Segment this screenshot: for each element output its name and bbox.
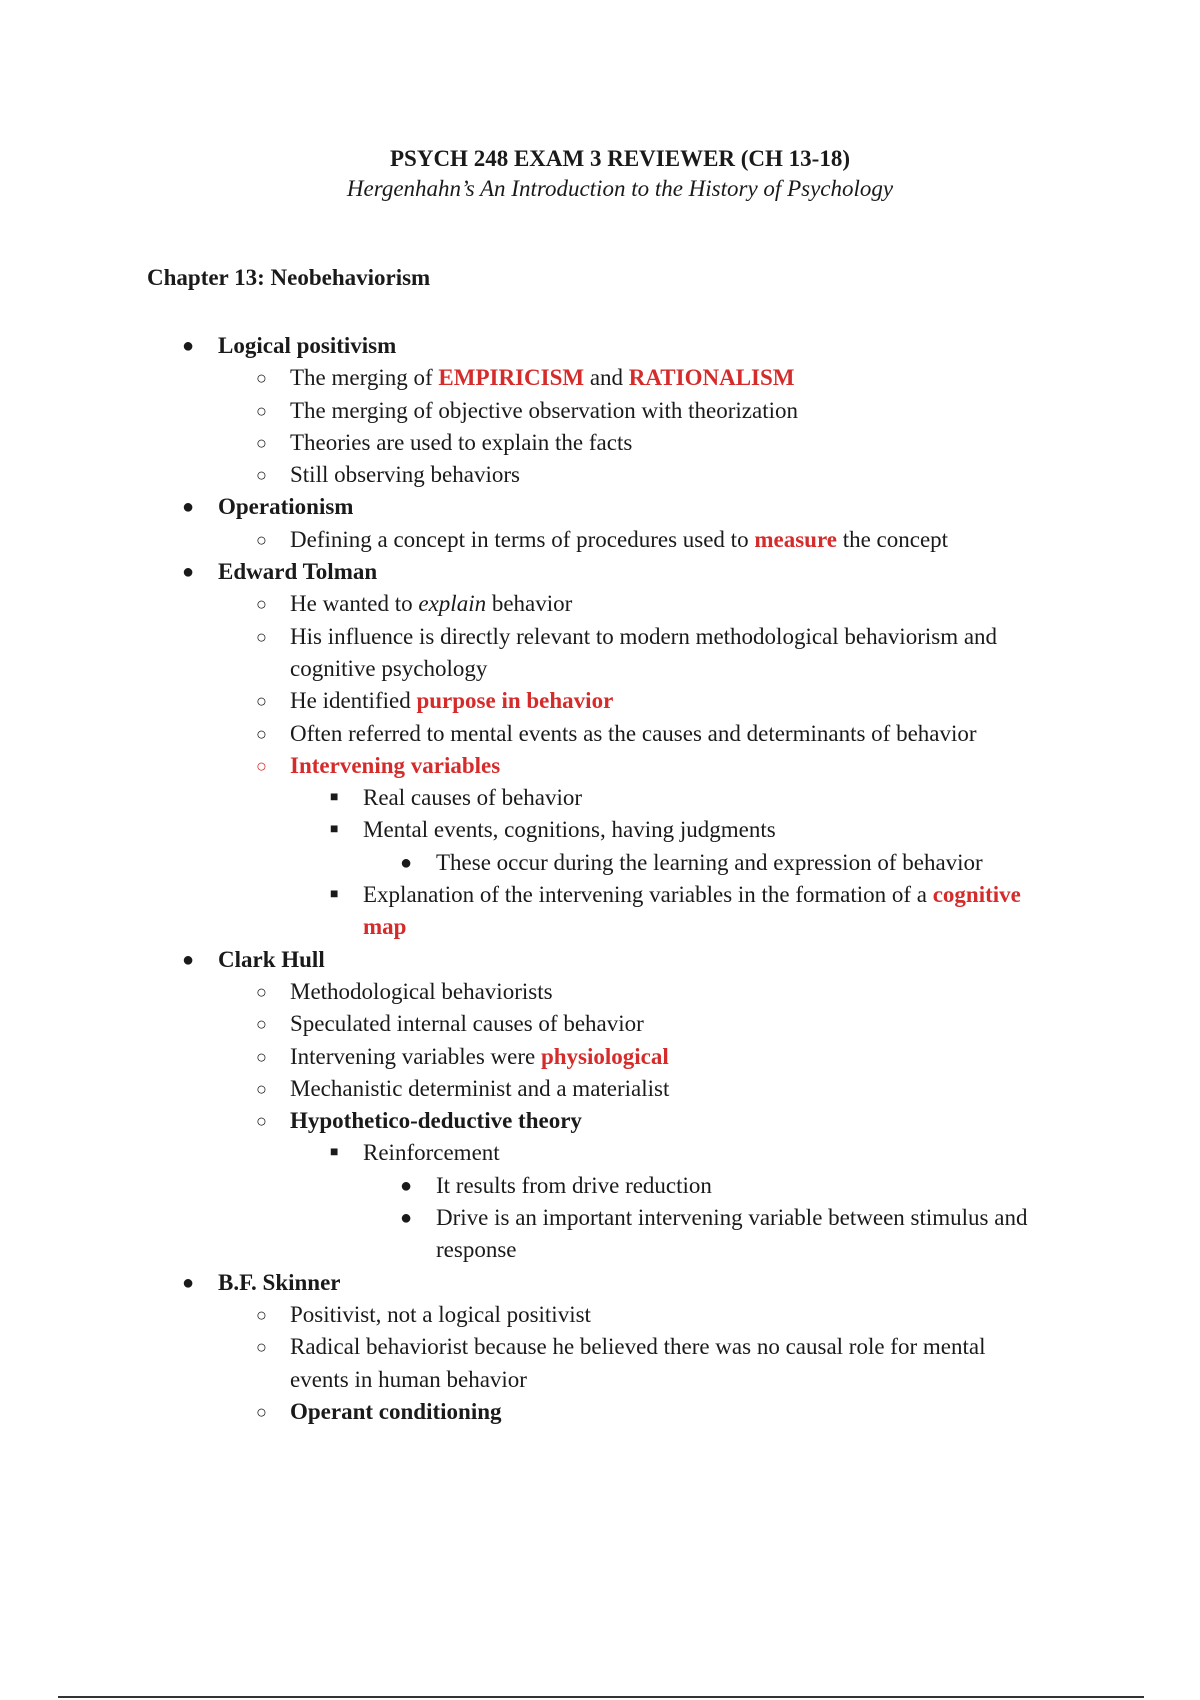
outline-item: [0, 395, 1200, 427]
outline-item: [0, 621, 1200, 653]
outline-item: [0, 1137, 1200, 1169]
bullet-circle-icon: ○: [256, 1046, 267, 1067]
bullet-disc-icon: ●: [182, 496, 195, 519]
outline-text: Drive is an important intervening variable between stimulus and: [436, 1205, 1028, 1231]
outline-text: Explanation of the intervening variables in the formation of a cognitive: [363, 882, 1021, 908]
bullet-disc-icon: ●: [400, 1174, 413, 1197]
outline-item: [0, 330, 1200, 362]
outline-item: [0, 588, 1200, 620]
outline-item: [0, 524, 1200, 556]
outline-item: [0, 491, 1200, 523]
outline-text: Defining a concept in terms of procedures used to measure the concept: [290, 526, 949, 552]
outline-text: Mechanistic determinist and a materialist: [290, 1075, 670, 1101]
bullet-circle-icon: ○: [256, 1337, 267, 1358]
highlight-term: EMPIRICISM: [438, 365, 585, 391]
outline-item-continuation: [0, 1234, 1200, 1266]
bullet-disc-icon: ●: [400, 1207, 413, 1230]
document-subtitle: Hergenhahn’s An Introduction to the History of Psychology: [346, 176, 894, 201]
outline-text: Often referred to mental events as the causes and determinants of behavior: [290, 720, 977, 746]
outline-item: [0, 847, 1200, 879]
outline-text: These occur during the learning and expression of behavior: [436, 849, 983, 875]
bullet-circle-icon: ○: [256, 981, 267, 1002]
bullet-circle-icon: ○: [256, 465, 267, 486]
bullet-circle-icon: ○: [256, 1111, 267, 1132]
page-divider: [58, 1696, 1144, 1698]
outline-item: [0, 1396, 1200, 1428]
bullet-disc-icon: ●: [182, 1271, 195, 1294]
highlight-term: physiological: [540, 1043, 669, 1069]
outline-item: [0, 1299, 1200, 1331]
bullet-circle-icon: ○: [256, 755, 267, 776]
outline-text: It results from drive reduction: [436, 1172, 712, 1198]
bullet-circle-icon: ○: [256, 1014, 267, 1035]
outline-text: The merging of objective observation with theorization: [290, 397, 798, 423]
outline-text: Hypothetico-deductive theory: [290, 1108, 582, 1134]
bullet-circle-icon: ○: [256, 723, 267, 744]
outline-item: [0, 459, 1200, 491]
outline-text: Reinforcement: [363, 1140, 500, 1166]
outline-item: [0, 1073, 1200, 1105]
topic-heading: Clark Hull: [218, 946, 325, 972]
highlight-term: purpose in behavior: [416, 688, 614, 714]
outline-item: [0, 427, 1200, 459]
topic-heading: Logical positivism: [218, 333, 397, 358]
chapter-heading: Chapter 13: Neobehaviorism: [147, 265, 431, 290]
outline-item: [0, 556, 1200, 588]
bullet-circle-icon: ○: [256, 368, 267, 389]
bullet-disc-icon: ●: [182, 561, 195, 584]
bullet-square-icon: ■: [330, 822, 339, 838]
outline-item: [0, 1170, 1200, 1202]
outline-item: [0, 879, 1200, 911]
bullet-square-icon: ■: [330, 790, 339, 806]
outline-text: events in human behavior: [290, 1366, 527, 1392]
outline-item: [0, 1331, 1200, 1363]
outline-text: Mental events, cognitions, having judgments: [363, 817, 776, 843]
outline-text: His influence is directly relevant to modern methodological behaviorism and: [290, 623, 998, 649]
bullet-circle-icon: ○: [256, 529, 267, 550]
outline-item: [0, 1041, 1200, 1073]
highlight-term: cognitive: [932, 882, 1021, 908]
outline-item: [0, 782, 1200, 814]
outline-item: [0, 1202, 1200, 1234]
outline-text: cognitive psychology: [290, 655, 488, 681]
topic-heading: Operationism: [218, 494, 354, 520]
outline-item: [0, 750, 1200, 782]
bullet-circle-icon: ○: [256, 400, 267, 421]
highlight-term: Intervening variables: [290, 752, 501, 778]
outline-item-continuation: [0, 653, 1200, 685]
outline-text: Speculated internal causes of behavior: [290, 1011, 644, 1037]
title-block: [0, 144, 1200, 204]
outline-text: Still observing behaviors: [290, 462, 520, 488]
bullet-circle-icon: ○: [256, 626, 267, 647]
outline-text: Real causes of behavior: [363, 785, 583, 811]
bullet-disc-icon: ●: [182, 335, 195, 357]
bullet-square-icon: ■: [330, 1145, 339, 1161]
outline-text: Positivist, not a logical positivist: [290, 1301, 591, 1327]
outline-item: [0, 944, 1200, 976]
outline-text: The merging of EMPIRICISM and RATIONALISM: [290, 365, 795, 391]
topic-heading: B.F. Skinner: [218, 1269, 341, 1295]
outline-item-continuation: [0, 911, 1200, 943]
outline-item: [0, 1105, 1200, 1137]
emphasis-term: explain: [418, 591, 487, 617]
outline-item: [0, 814, 1200, 846]
outline-text: Intervening variables were physiological: [290, 1043, 669, 1069]
outline-text: Theories are used to explain the facts: [290, 429, 633, 455]
bullet-disc-icon: ●: [400, 851, 413, 874]
bullet-circle-icon: ○: [256, 1401, 267, 1422]
outline: [0, 330, 1200, 1428]
bullet-circle-icon: ○: [256, 691, 267, 712]
highlight-term: RATIONALISM: [628, 365, 795, 391]
outline-item: [0, 1267, 1200, 1299]
outline-item: [0, 976, 1200, 1008]
topic-heading: Edward Tolman: [218, 559, 378, 585]
bullet-disc-icon: ●: [182, 948, 195, 971]
outline-item: [0, 685, 1200, 717]
bullet-circle-icon: ○: [256, 432, 267, 453]
bullet-circle-icon: ○: [256, 594, 267, 615]
outline-text: Methodological behaviorists: [290, 978, 553, 1004]
outline-text: He wanted to explain behavior: [290, 591, 573, 617]
bullet-circle-icon: ○: [256, 1304, 267, 1325]
outline-text: Radical behaviorist because he believed there was no causal role for mental: [290, 1334, 986, 1360]
bullet-square-icon: ■: [330, 887, 339, 903]
outline-text: He identified purpose in behavior: [290, 688, 614, 714]
outline-item: [0, 718, 1200, 750]
document-title: PSYCH 248 EXAM 3 REVIEWER (CH 13-18): [390, 146, 850, 171]
highlight-term: map: [363, 914, 407, 940]
outline-text: response: [436, 1237, 517, 1263]
bullet-circle-icon: ○: [256, 1078, 267, 1099]
outline-item-continuation: [0, 1364, 1200, 1396]
outline-item: [0, 362, 1200, 394]
highlight-term: measure: [754, 526, 837, 552]
outline-text: Operant conditioning: [290, 1398, 502, 1424]
outline-item: [0, 1008, 1200, 1040]
